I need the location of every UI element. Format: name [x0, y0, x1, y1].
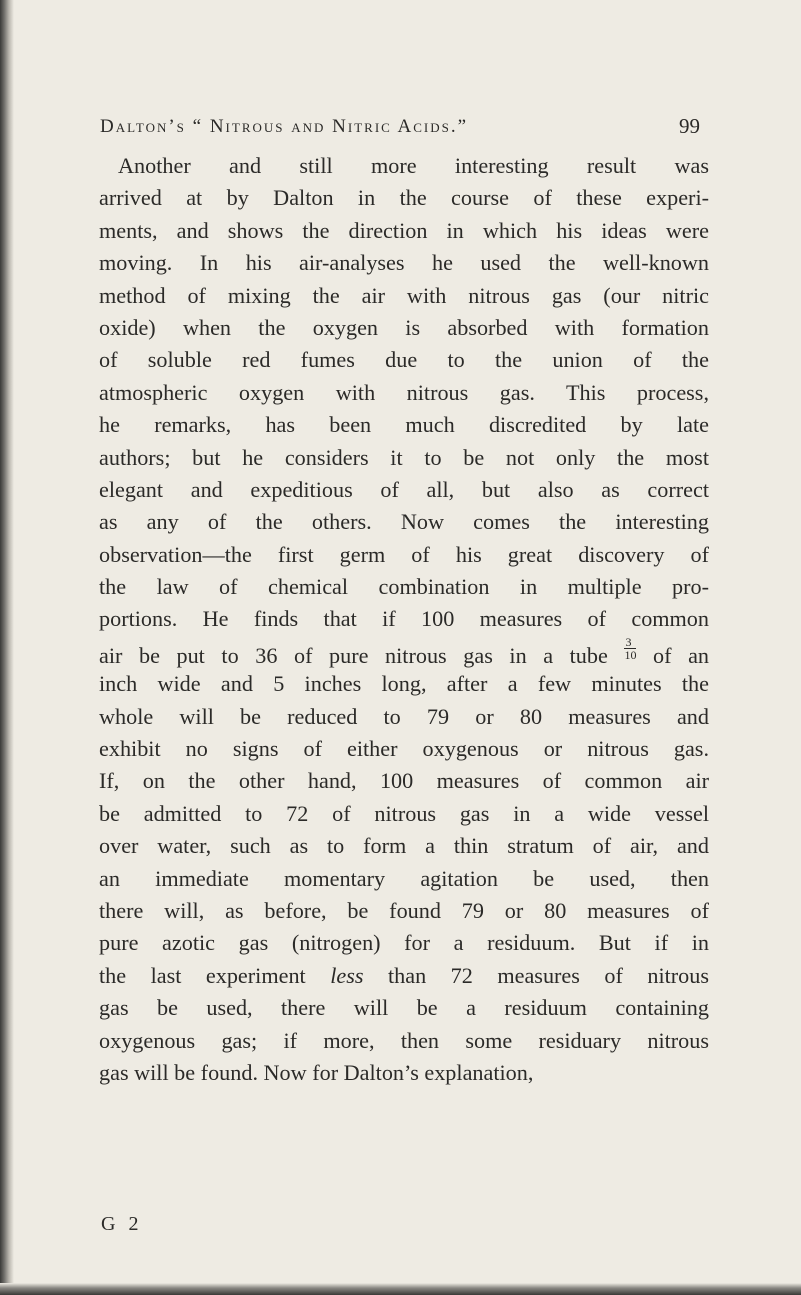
- fraction-denominator: 10: [624, 647, 637, 662]
- text-line: atmospheric oxygen with nitrous gas. This process,: [99, 379, 709, 405]
- text-line: Another and still more interesting result was: [118, 153, 709, 178]
- text-line: inch wide and 5 inches long, after a few minutes the: [99, 671, 709, 697]
- text-line: he remarks, has been much discredited by late: [99, 412, 709, 438]
- fraction: [624, 636, 636, 661]
- page-number: 99: [679, 114, 700, 138]
- text-line: gas will be found. Now for Dalton’s explanation,: [99, 1059, 534, 1085]
- text-line: portions. He finds that if 100 measures of common: [99, 606, 709, 632]
- text-line: of soluble red fumes due to the union of the: [99, 347, 709, 373]
- text-line: be admitted to 72 of nitrous gas in a wide vessel: [99, 800, 709, 826]
- text-line: observation—the first germ of his great discovery of: [99, 541, 709, 567]
- emphasis-word: less: [330, 962, 364, 988]
- text-line: gas be used, there will be a residuum containing: [99, 995, 709, 1021]
- text-line: as any of the others. Now comes the interesting: [99, 509, 709, 535]
- emphasis-line-before: the last experiment: [99, 962, 306, 988]
- page-bottom-edge: [0, 1283, 801, 1295]
- fraction-numerator: 3: [624, 636, 636, 649]
- text-line: ments, and shows the direction in which his ideas were: [99, 217, 709, 243]
- text-line-with-fraction: [99, 636, 709, 668]
- emphasis-line-after: than 72 measures of nitrous: [387, 962, 709, 988]
- text-line: exhibit no signs of either oxygenous or nitrous gas.: [99, 736, 709, 762]
- signature-mark: G 2: [101, 1213, 143, 1235]
- text-line: method of mixing the air with nitrous gas (our nitric: [99, 282, 709, 308]
- text-line-with-emphasis: [99, 960, 709, 992]
- text-line: If, on the other hand, 100 measures of common air: [99, 768, 709, 794]
- text-line: pure azotic gas (nitrogen) for a residuum. But if in: [99, 930, 709, 956]
- text-line: oxygenous gas; if more, then some residuary nitrous: [99, 1027, 709, 1053]
- text-line: authors; but he considers it to be not only the most: [99, 444, 709, 470]
- fraction-line-before: air be put to 36 of pure nitrous gas in a tube: [99, 642, 608, 668]
- text-line: arrived at by Dalton in the course of these experi-: [99, 185, 709, 211]
- book-binding-shadow: [0, 0, 14, 1295]
- text-line: elegant and expeditious of all, but also as correct: [99, 476, 709, 502]
- running-head: [100, 116, 700, 146]
- text-line: an immediate momentary agitation be used, then: [99, 865, 709, 891]
- text-line: oxide) when the oxygen is absorbed with formation: [99, 314, 709, 340]
- text-line: the law of chemical combination in multiple pro-: [99, 574, 709, 600]
- fraction-line-after: of an: [653, 642, 709, 668]
- text-line: there will, as before, be found 79 or 80 measures of: [99, 897, 709, 923]
- text-line: whole will be reduced to 79 or 80 measures and: [99, 703, 709, 729]
- body-text: [99, 150, 709, 1089]
- running-title: Dalton’s “ Nitrous and Nitric Acids.”: [100, 116, 469, 137]
- text-line: over water, such as to form a thin stratum of air, and: [99, 833, 709, 859]
- text-line: moving. In his air-analyses he used the well-known: [99, 250, 709, 276]
